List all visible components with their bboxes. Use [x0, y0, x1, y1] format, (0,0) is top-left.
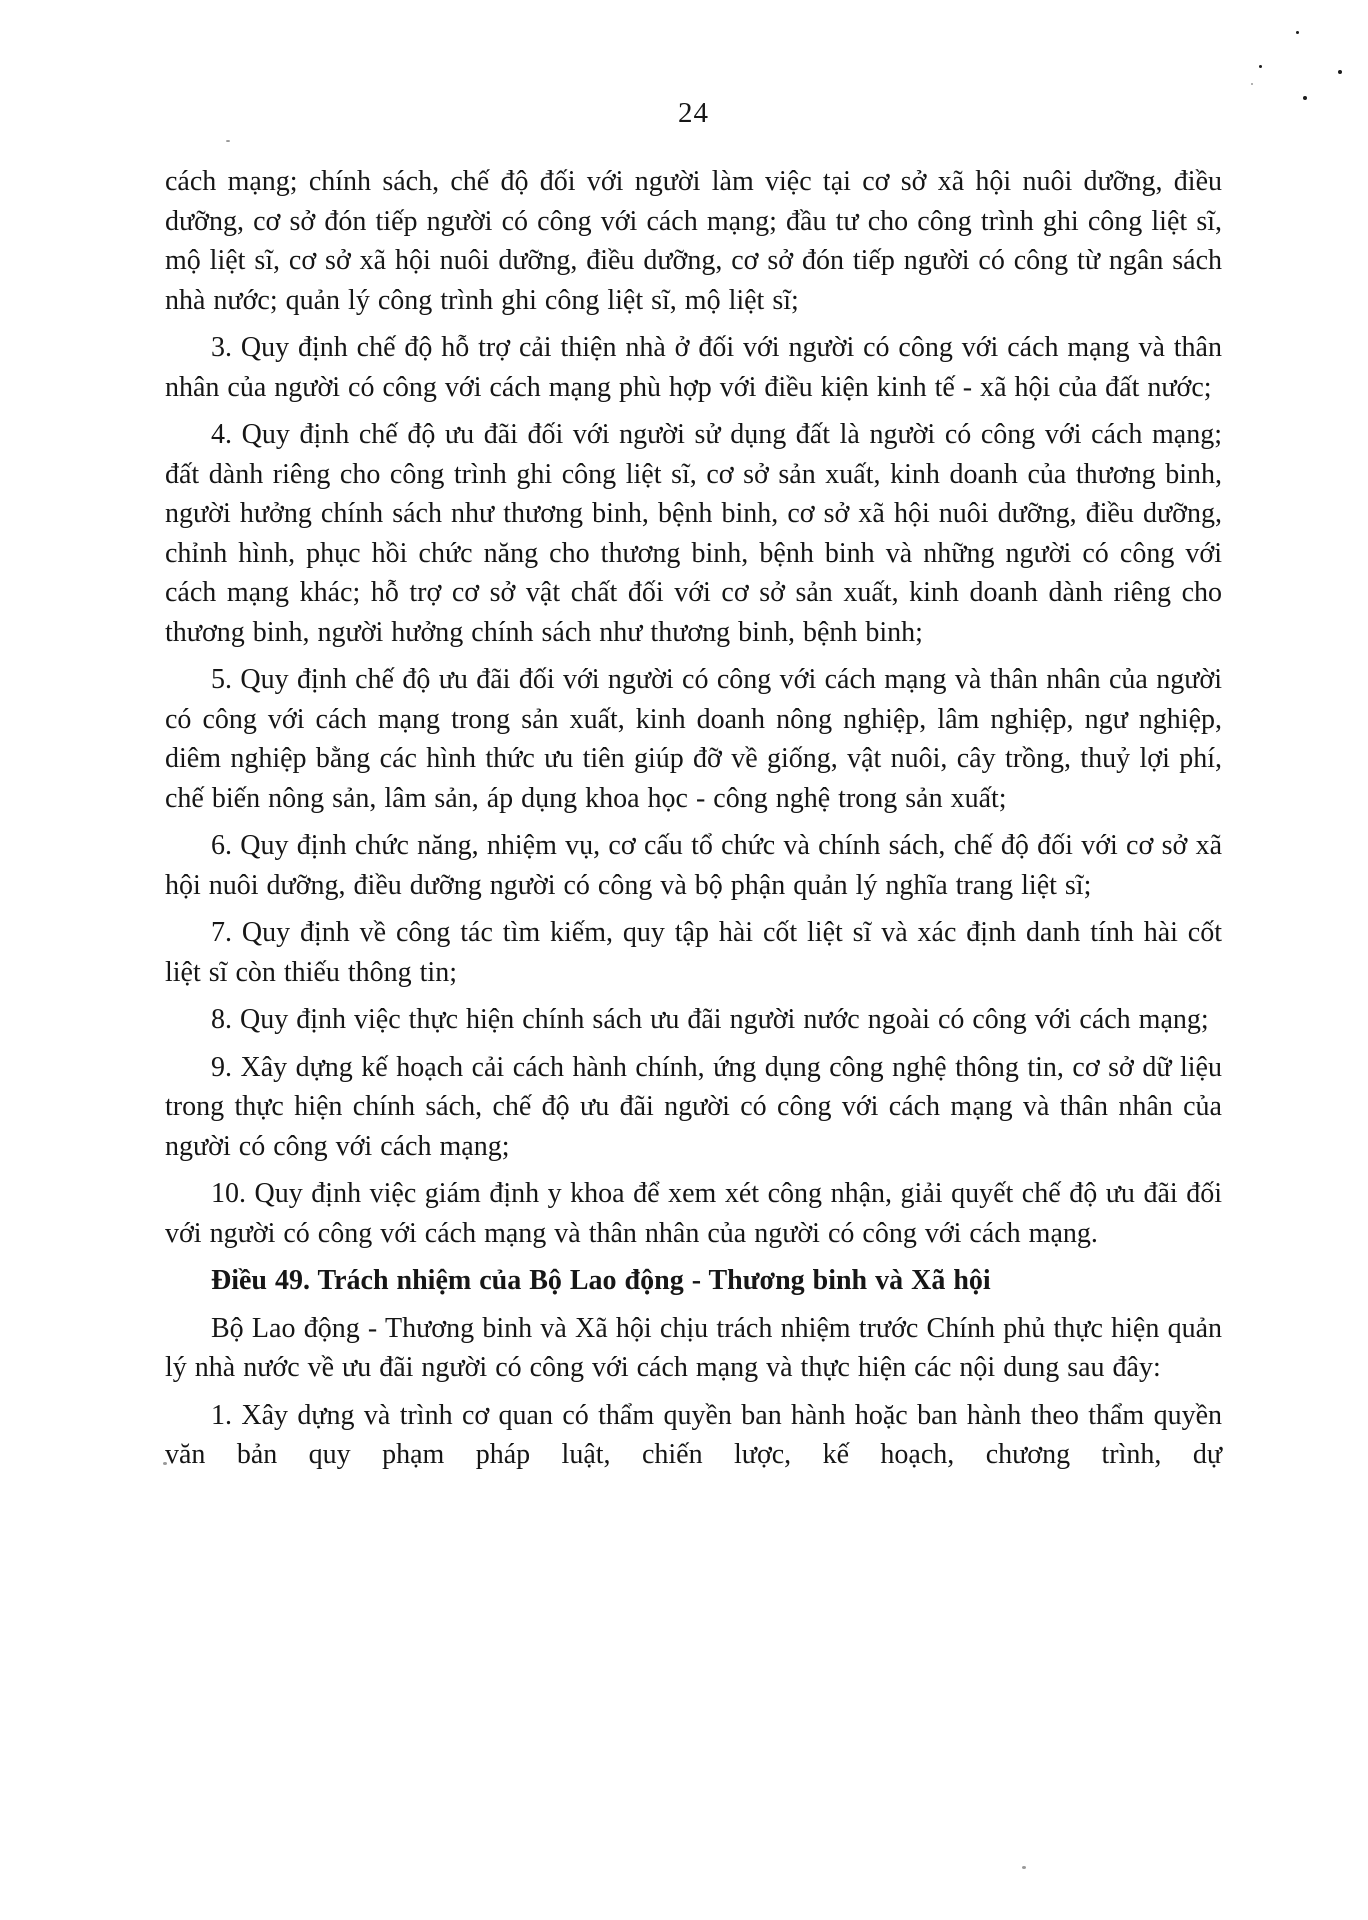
paragraph-article-49-intro: Bộ Lao động - Thương binh và Xã hội chịu trách nhiệm trước Chính phủ thực hiện quản lý nhà nước về ưu đãi người có công với cách mạng và thực hiện các nội dung sau đây: — [165, 1312, 1222, 1383]
scan-speck — [1338, 70, 1342, 74]
paragraph-item-6: 6. Quy định chức năng, nhiệm vụ, cơ cấu tổ chức và chính sách, chế độ đối với cơ sở xã hội nuôi dưỡng, điều dưỡng người có công và bộ phận quản lý nghĩa trang liệt sĩ; — [165, 830, 1222, 901]
scan-speck — [1251, 83, 1253, 85]
paragraph-item-10: 10. Quy định việc giám định y khoa để xem xét công nhận, giải quyết chế độ ưu đãi đối với người có công với cách mạng và thân nhân của người có công với cách mạng. — [165, 1178, 1222, 1249]
paragraph-item-7: 7. Quy định về công tác tìm kiếm, quy tập hài cốt liệt sĩ và xác định danh tính hài cốt liệt sĩ còn thiếu thông tin; — [165, 917, 1222, 988]
scan-speck — [226, 140, 230, 142]
scan-speck — [1303, 96, 1307, 100]
paragraph-item-5: 5. Quy định chế độ ưu đãi đối với người có công với cách mạng và thân nhân của người có công với cách mạng trong sản xuất, kinh doanh nông nghiệp, lâm nghiệp, ngư nghiệp, diêm nghiệp bằng các hình thức ưu tiên giúp đỡ về giống, vật nuôi, cây trồng, thuỷ lợi phí, chế biến nông sản, lâm sản, áp dụng khoa học - công nghệ trong sản xuất; — [165, 664, 1222, 814]
paragraph-item-8: 8. Quy định việc thực hiện chính sách ưu đãi người nước ngoài có công với cách mạng; — [211, 1004, 1209, 1035]
scan-speck — [163, 1462, 167, 1465]
paragraph-item-1-partial: 1. Xây dựng và trình cơ quan có thẩm quyền ban hành hoặc ban hành theo thẩm quyền văn bản quy phạm pháp luật, chiến lược, kế hoạch, chương trình, dự — [165, 1399, 1222, 1470]
scan-speck — [1296, 31, 1299, 34]
paragraph-continuation: cách mạng; chính sách, chế độ đối với người làm việc tại cơ sở xã hội nuôi dưỡng, điều dưỡng, cơ sở đón tiếp người có công với cách mạng; đầu tư cho công trình ghi công liệt sĩ, mộ liệt sĩ, cơ sở xã hội nuôi dưỡng, điều dưỡng, cơ sở đón tiếp người có công từ ngân sách nhà nước; quản lý công trình ghi công liệt sĩ, mộ liệt sĩ; — [165, 166, 1222, 316]
paragraph-item-4: 4. Quy định chế độ ưu đãi đối với người sử dụng đất là người có công với cách mạng; đất dành riêng cho công trình ghi công liệt sĩ, cơ sở sản xuất, kinh doanh của thương binh, người hưởng chính sách như thương binh, bệnh binh, cơ sở xã hội nuôi dưỡng, điều dưỡng, chỉnh hình, phục hồi chức năng cho thương binh, bệnh binh và những người có công với cách mạng khác; hỗ trợ cơ sở vật chất đối với cơ sở sản xuất, kinh doanh dành riêng cho thương binh, người hưởng chính sách như thương binh, bệnh binh; — [165, 419, 1222, 648]
scan-speck — [1022, 1866, 1026, 1869]
page-number: 24 — [678, 97, 709, 129]
paragraph-item-9: 9. Xây dựng kế hoạch cải cách hành chính, ứng dụng công nghệ thông tin, cơ sở dữ liệu trong thực hiện chính sách, chế độ ưu đãi người có công với cách mạng và thân nhân của người có công với cách mạng; — [165, 1051, 1222, 1162]
paragraph-item-3: 3. Quy định chế độ hỗ trợ cải thiện nhà ở đối với người có công với cách mạng và thân nhân của người có công với cách mạng phù hợp với điều kiện kinh tế - xã hội của đất nước; — [165, 332, 1222, 403]
article-49-heading: Điều 49. Trách nhiệm của Bộ Lao động - Thương binh và Xã hội — [211, 1265, 991, 1296]
scan-speck — [1259, 65, 1262, 68]
